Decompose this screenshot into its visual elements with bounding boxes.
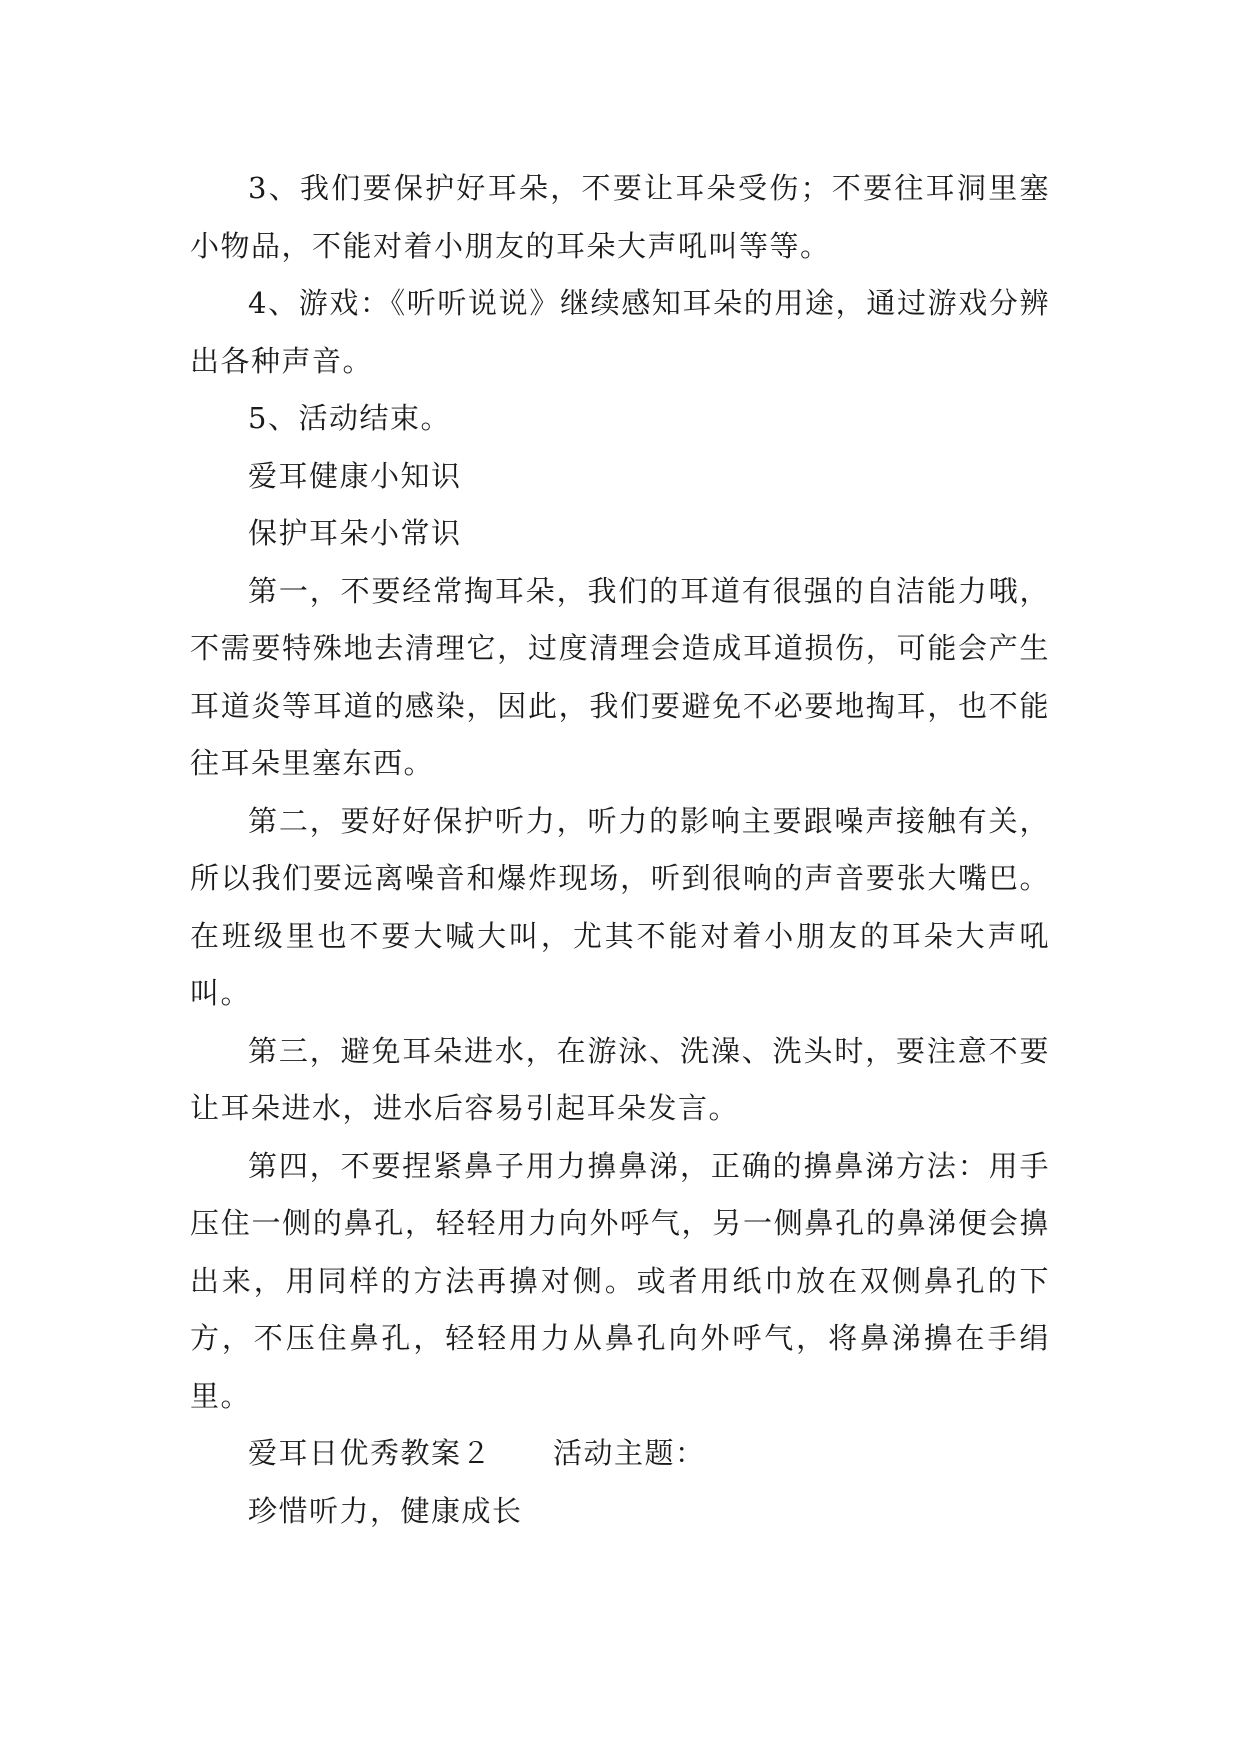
section-heading-ear-care: 保护耳朵小常识 bbox=[248, 516, 462, 550]
document-body bbox=[190, 160, 1050, 1540]
paragraph-fourth: 第四，不要捏紧鼻子用力擤鼻涕，正确的擤鼻涕方法：用手压住一侧的鼻孔，轻轻用力向外呼气，另一侧鼻孔的鼻涕便会擤出来，用同样的方法再擤对侧。或者用纸巾放在双侧鼻孔的下方，不压住鼻孔，轻轻用力从鼻孔向外呼气，将鼻涕擤在手绢里。 bbox=[190, 1148, 1050, 1413]
paragraph-step-5: 5、活动结束。 bbox=[248, 401, 451, 435]
paragraph-step-4: 4、游戏：《听听说说》继续感知耳朵的用途，通过游戏分辨出各种声音。 bbox=[190, 286, 1050, 378]
lesson-title-2: 爱耳日优秀教案２ 活动主题： bbox=[248, 1436, 706, 1470]
paragraph-first: 第一，不要经常掏耳朵，我们的耳道有很强的自洁能力哦，不需要特殊地去清理它，过度清理会造成耳道损伤，可能会产生耳道炎等耳道的感染，因此，我们要避免不必要地掏耳，也不能往耳朵里塞东西。 bbox=[190, 573, 1050, 780]
paragraph-third: 第三，避免耳朵进水，在游泳、洗澡、洗头时，要注意不要让耳朵进水，进水后容易引起耳朵发言。 bbox=[190, 1033, 1050, 1125]
section-heading-ear-health: 爱耳健康小知识 bbox=[248, 458, 462, 493]
activity-theme: 珍惜听力，健康成长 bbox=[248, 1493, 523, 1528]
paragraph-step-3: 3、我们要保护好耳朵，不要让耳朵受伤；不要往耳洞里塞小物品，不能对着小朋友的耳朵大声吼叫等等。 bbox=[190, 171, 1050, 263]
paragraph-second: 第二，要好好保护听力，听力的影响主要跟噪声接触有关，所以我们要远离噪音和爆炸现场，听到很响的声音要张大嘴巴。在班级里也不要大喊大叫，尤其不能对着小朋友的耳朵大声吼叫。 bbox=[190, 803, 1050, 1010]
